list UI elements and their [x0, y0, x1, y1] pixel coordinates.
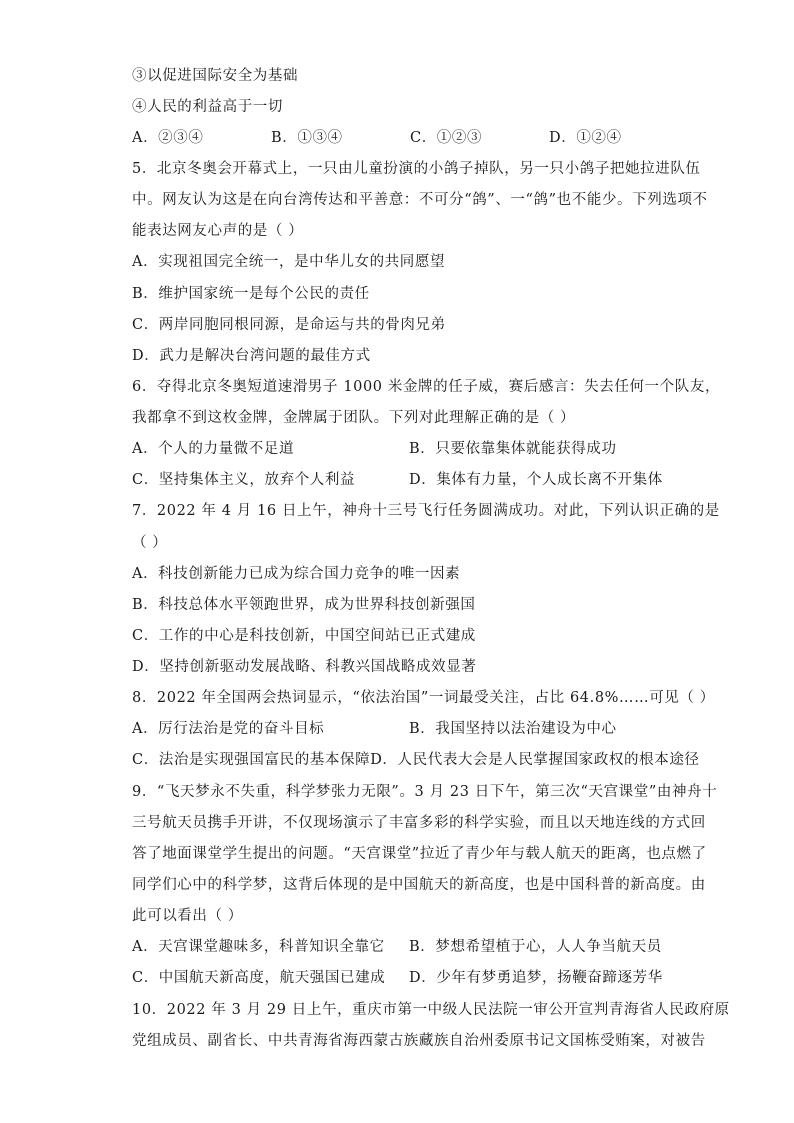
q7-option-c: C．工作的中心是科技创新，中国空间站已正式建成 [132, 628, 476, 644]
q7-option-b: B．科技总体水平领跑世界，成为世界科技创新强国 [132, 597, 476, 613]
q9-options-row [132, 937, 686, 957]
q9-option-c: C．中国航天新高度，航天强国已建成 [132, 970, 386, 986]
q7-option-a: A．科技创新能力已成为综合国力竞争的唯一因素 [132, 566, 461, 582]
q4-option-d: D．①②④ [549, 130, 622, 146]
q6-option-c: C．坚持集体主义，放弃个人利益 [132, 472, 356, 488]
q8-option-b: B．我国坚持以法治建设为中心 [409, 721, 617, 737]
q7-option-d: D．坚持创新驱动发展战略、科教兴国战略成效显著 [132, 659, 477, 675]
q7-stem-line: （ ） [132, 535, 168, 551]
q4-option-a: A．②③④ [132, 130, 204, 146]
q9-stem-line: 同学们心中的科学梦，这背后体现的是中国航天的新高度，也是中国科普的新高度。由 [132, 877, 706, 893]
q10-stem-line: 党组成员、副省长、中共青海省海西蒙古族藏族自治州委原书记文国栋受贿案，对被告 [132, 1033, 706, 1049]
q9-options-row [132, 968, 686, 988]
q5-stem-line: 中。网友认为这是在向台湾传达和平善意：不可分“鸽”、一“鸽”也不能少。下列选项不 [132, 192, 708, 208]
q4-item-4: ④人民的利益高于一切 [132, 99, 283, 115]
q4-options [132, 128, 688, 148]
q4-option-c: C．①②③ [410, 130, 483, 146]
q9-stem-line: 此可以看出（ ） [132, 908, 243, 924]
q6-option-b: B．只要依靠集体就能获得成功 [409, 441, 617, 457]
q4-item-3: ③以促进国际安全为基础 [132, 68, 299, 84]
q8-options-row [132, 719, 686, 739]
q9-stem-line: 答了地面课堂学生提出的问题。“天宫课堂”拉近了青少年与载人航天的距离，也点燃了 [132, 846, 707, 862]
q6-options-row [132, 470, 686, 490]
q4-option-b: B．①③④ [271, 130, 343, 146]
q6-options-row [132, 439, 686, 459]
q9-stem-line: 9．“飞天梦永不失重，科学梦张力无限”。3 月 23 日下午，第三次“天宫课堂”由神舟十 [132, 784, 718, 800]
q5-option-c: C．两岸同胞同根同源，是命运与共的骨肉兄弟 [132, 317, 446, 333]
q9-option-d: D．少年有梦勇追梦，扬鞭奋蹄逐芳华 [409, 970, 663, 986]
q5-option-a: A．实现祖国完全统一，是中华儿女的共同愿望 [132, 254, 446, 270]
q6-stem-line: 我都拿不到这枚金牌，金牌属于团队。下列对此理解正确的是（ ） [132, 410, 576, 426]
q6-option-d: D．集体有力量，个人成长离不开集体 [409, 472, 663, 488]
q5-stem-line: 5．北京冬奥会开幕式上，一只由儿童扮演的小鸽子掉队，另一只小鸽子把她拉进队伍 [132, 161, 701, 177]
q5-option-d: D．武力是解决台湾问题的最佳方式 [132, 348, 371, 364]
q9-option-b: B．梦想希望植于心，人人争当航天员 [409, 939, 662, 955]
q9-stem-line: 三号航天员携手开讲，不仅现场演示了丰富多彩的科学实验，而且以天地连线的方式回 [132, 815, 706, 831]
q8-options-cd: C．法治是实现强国富民的基本保障D．人民代表大会是人民掌握国家政权的根本途径 [132, 752, 700, 768]
q6-option-a: A．个人的力量微不足道 [132, 441, 295, 457]
q8-stem: 8．2022 年全国两会热词显示，“依法治国”一词最受关注，占比 64.8%……可见（ ） [132, 690, 715, 706]
q10-stem-line: 10．2022 年 3 月 29 日上午，重庆市第一中级人民法院一审公开宣判青海省人民政府原 [132, 1002, 730, 1018]
q9-option-a: A．天宫课堂趣味多，科普知识全靠它 [132, 939, 385, 955]
q8-option-a: A．厉行法治是党的奋斗目标 [132, 721, 325, 737]
q6-stem-line: 6．夺得北京冬奥短道速滑男子 1000 米金牌的任子威，赛后感言：失去任何一个队友， [132, 379, 721, 395]
q7-stem-line: 7．2022 年 4 月 16 日上午，神舟十三号飞行任务圆满成功。对此，下列认识正确的是 [132, 503, 720, 519]
q5-option-b: B．维护国家统一是每个公民的责任 [132, 286, 370, 302]
q5-stem-line: 能表达网友心声的是（ ） [132, 223, 304, 239]
